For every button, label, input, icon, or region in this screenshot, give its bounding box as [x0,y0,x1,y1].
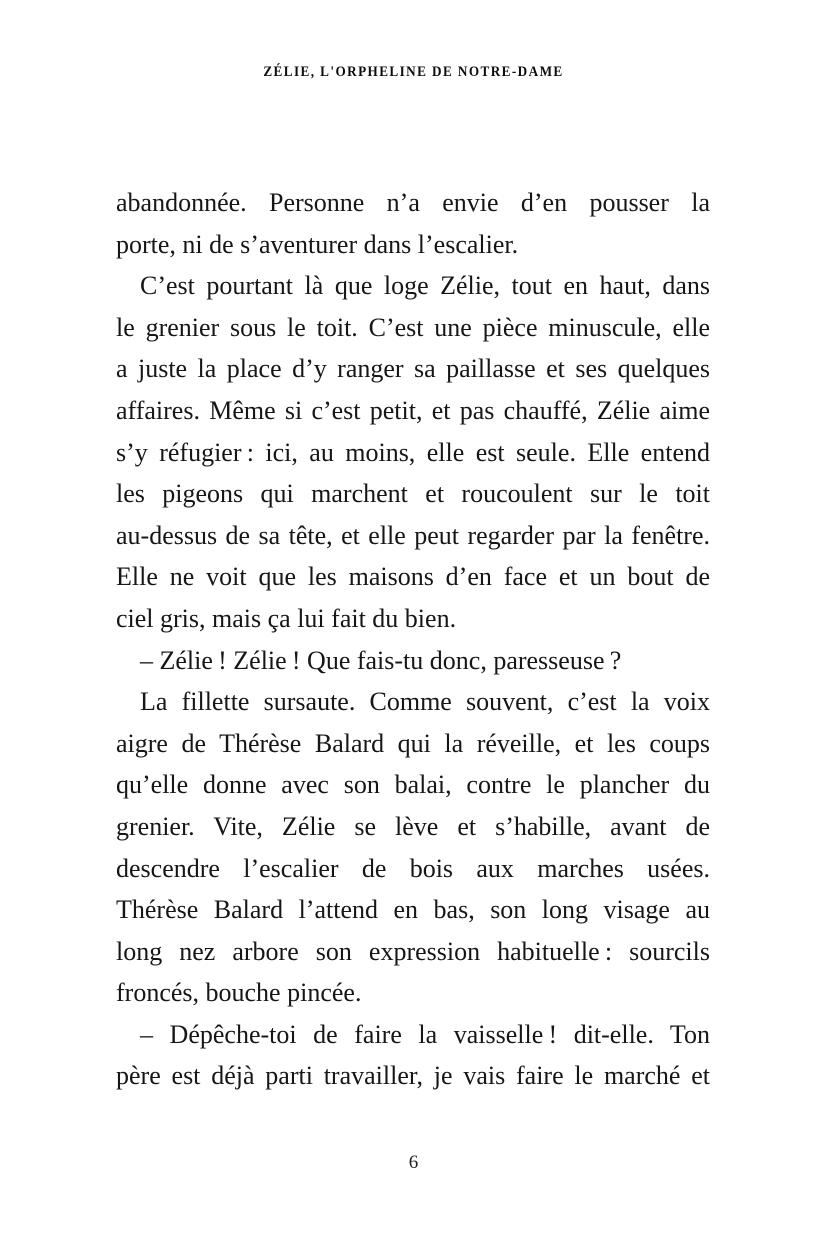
text-line: Elle ne voit que les maisons d’en face et un bout de [116,562,710,592]
text-line: a juste la place d’y ranger sa paillasse et ses quelques [116,354,710,384]
text-line: froncés, bouche pincée. [116,978,362,1008]
text-line: descendre l’escalier de bois aux marches usées. [116,853,710,883]
text-line: abandonnée. Personne n’a envie d’en pousser la [116,188,710,217]
text-line: qu’elle donne avec son balai, contre le plancher du [116,770,710,800]
text-line: au-dessus de sa tête, et elle peut regarder par la fenêtre. [116,520,710,550]
text-line: – Zélie ! Zélie ! Que fais-tu donc, paresseuse ? [140,645,622,675]
running-header-title: ZÉLIE, L'ORPHELINE DE NOTRE-DAME [263,64,564,80]
text-line: Thérèse Balard l’attend en bas, son long visage au [116,895,710,925]
text-line: les pigeons qui marchent et roucoulent sur le toit [116,479,710,509]
text-line: – Dépêche-toi de faire la vaisselle ! dit-elle. Ton [140,1019,710,1049]
page-number: 6 [408,1152,419,1173]
text-line: La fillette sursaute. Comme souvent, c’est la voix [140,687,710,717]
text-line: père est déjà parti travailler, je vais faire le marché et [116,1061,710,1091]
text-line: aigre de Thérèse Balard qui la réveille, et les coups [116,728,710,758]
text-block [116,182,710,1097]
text-line: ciel gris, mais ça lui fait du bien. [116,603,457,633]
text-line: grenier. Vite, Zélie se lève et s’habille, avant de [116,811,710,841]
text-line: affaires. Même si c’est petit, et pas chauffé, Zélie aime [116,395,710,425]
text-line: s’y réfugier : ici, au moins, elle est seule. Elle entend [116,437,710,467]
text-line: C’est pourtant là que loge Zélie, tout en haut, dans [140,271,710,301]
text-line: long nez arbore son expression habituelle : sourcils [116,936,710,966]
text-line: le grenier sous le toit. C’est une pièce minuscule, elle [116,312,710,342]
text-line: porte, ni de s’aventurer dans l’escalier. [116,229,519,259]
